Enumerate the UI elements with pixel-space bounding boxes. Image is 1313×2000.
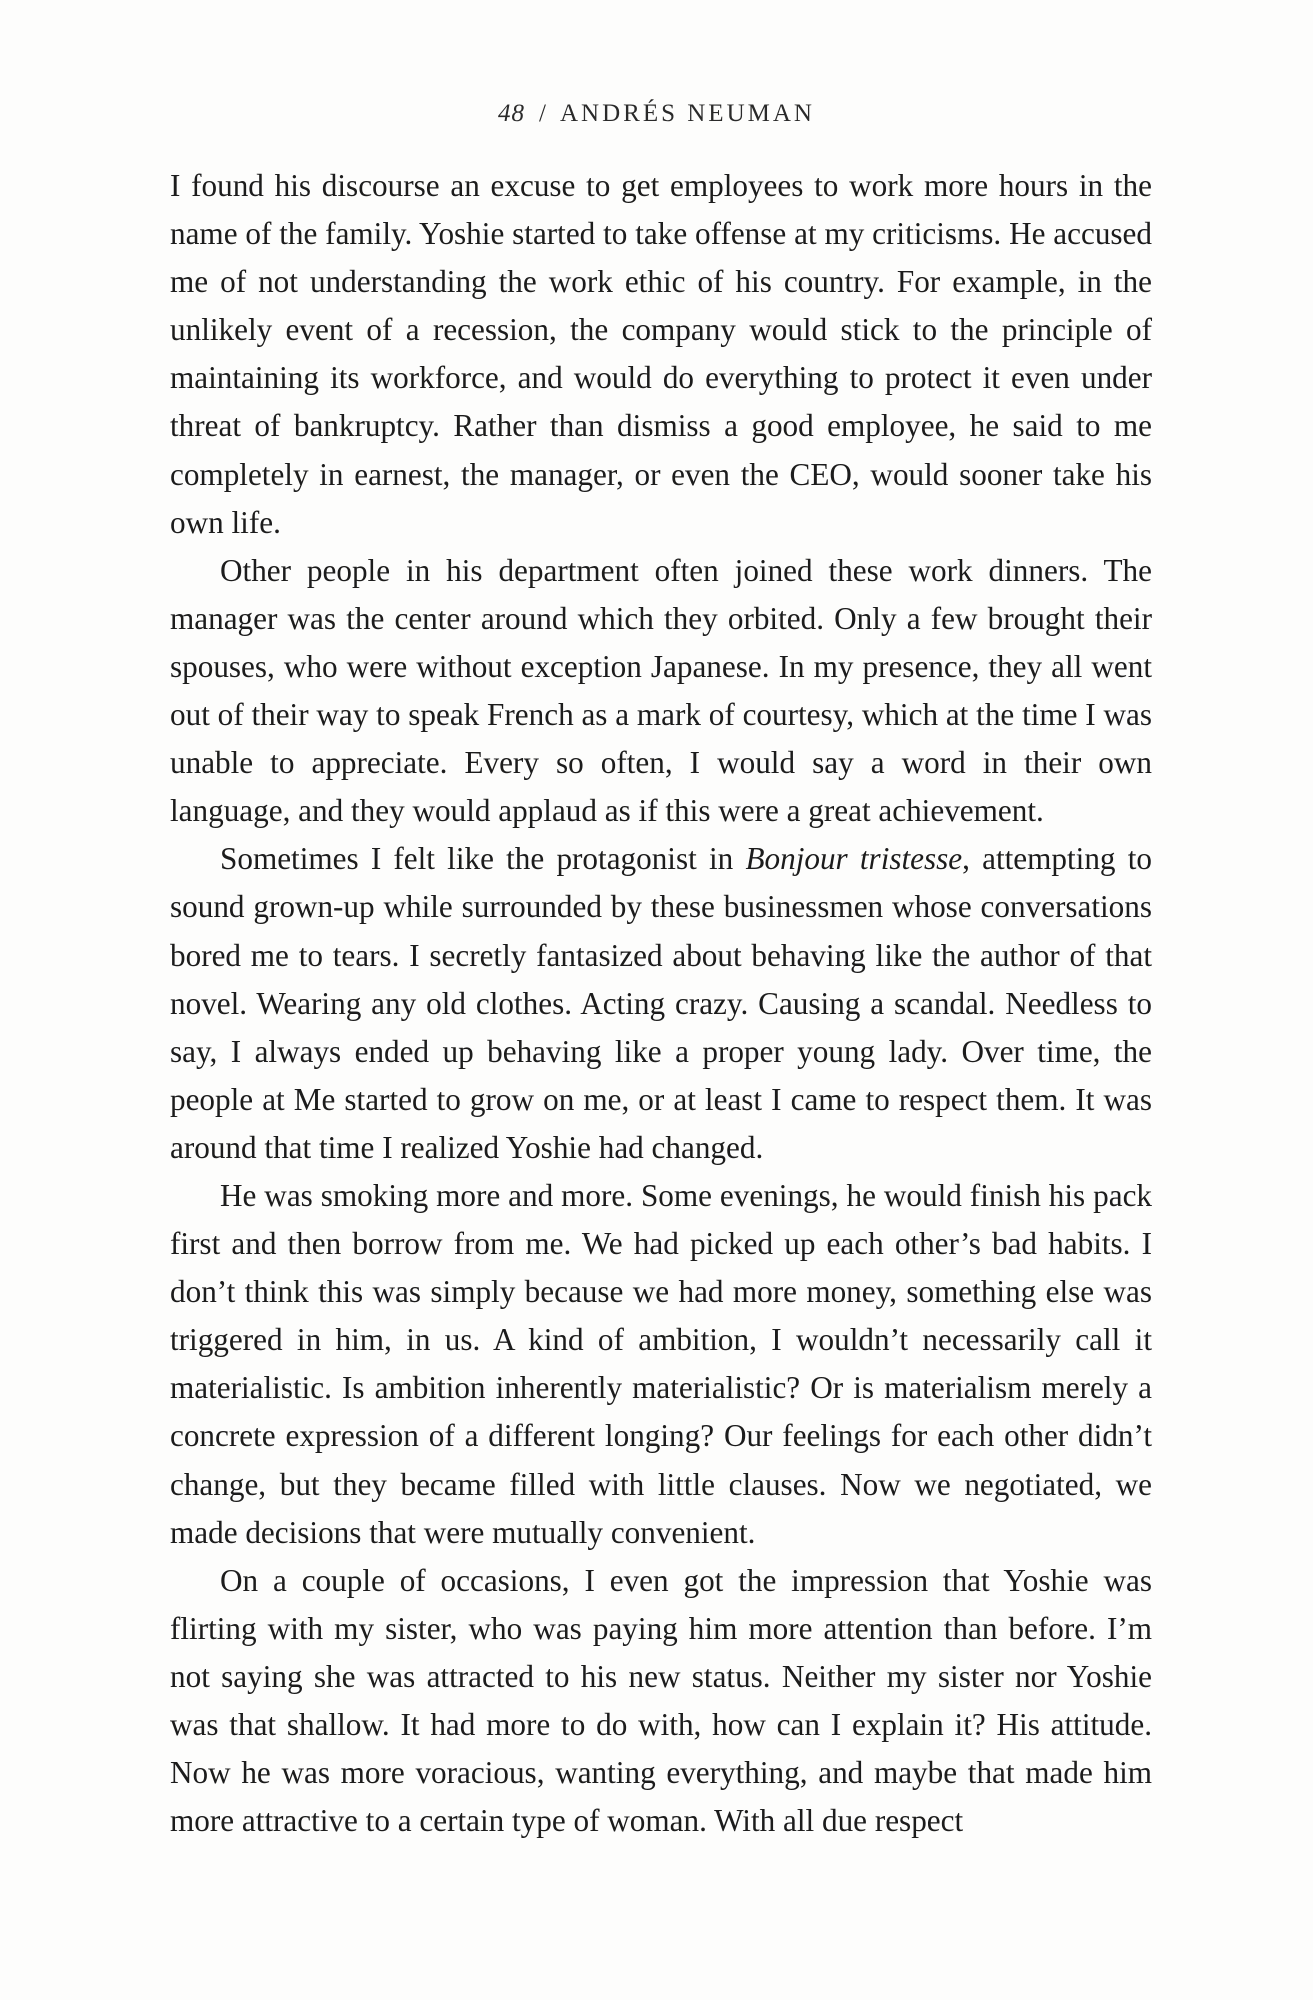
paragraph <box>170 835 1152 1172</box>
paragraph: He was smoking more and more. Some evenings, he would finish his pack first and then borrow from me. We had picked up each other’s bad habits. I don’t think this was simply because we had more money, something else was triggered in him, in us. A kind of ambition, I wouldn’t necessarily call it materialistic. Is ambition inherently materialistic? Or is materialism merely a concrete expression of a different longing? Our feelings for each other didn’t change, but they became filled with little clauses. Now we negotiated, we made decisions that were mutually convenient. <box>170 1177 1152 1550</box>
book-title: Bonjour tristesse <box>745 841 963 877</box>
paragraph: On a couple of occasions, I even got the impression that Yoshie was flirting with my sister, who was paying him more attention than before. I’m not saying she was attracted to his new status. Neither my sister nor Yoshie was that shallow. It had more to do with, how can I explain it? His attitude. Now he was more voracious, wanting everything, and maybe that made him more attractive to a certain type of woman. With all due respect <box>170 1562 1152 1839</box>
paragraph-text: , attempting to sound grown-up while surrounded by these businessmen whose conversations bored me to tears. I secretly fantasized about behaving like the author of that novel. Wearing any old clothes. Acting crazy. Causing a scandal. Needless to say, I always ended up behaving like a proper young lady. Over time, the people at Me started to grow on me, or at least I came to respect them. It was around that time I realized Yoshie had changed. <box>170 841 1152 1165</box>
paragraph: Other people in his department often joined these work dinners. The manager was the center around which they orbited. Only a few brought their spouses, who were without exception Japanese. In my presence, they all went out of their way to speak French as a mark of courtesy, which at the time I was unable to appreciate. Every so often, I would say a word in their own language, and they would applaud as if this were a great achievement. <box>170 552 1152 829</box>
paragraph-text: Sometimes I felt like the protagonist in <box>220 841 746 877</box>
author-name: ANDRÉS NEUMAN <box>559 100 815 127</box>
running-header <box>0 100 1313 128</box>
body-text <box>170 162 1152 1845</box>
page-number: 48 <box>498 100 526 127</box>
paragraph: I found his discourse an excuse to get employees to work more hours in the name of the family. Yoshie started to take offense at my criticisms. He accused me of not understanding the work ethic of his country. For example, in the unlikely event of a recession, the company would stick to the principle of maintaining its workforce, and would do everything to protect it even under threat of bankruptcy. Rather than dismiss a good employee, he said to me completely in earnest, the manager, or even the CEO, would sooner take his own life. <box>170 168 1152 540</box>
header-separator: / <box>539 100 546 127</box>
